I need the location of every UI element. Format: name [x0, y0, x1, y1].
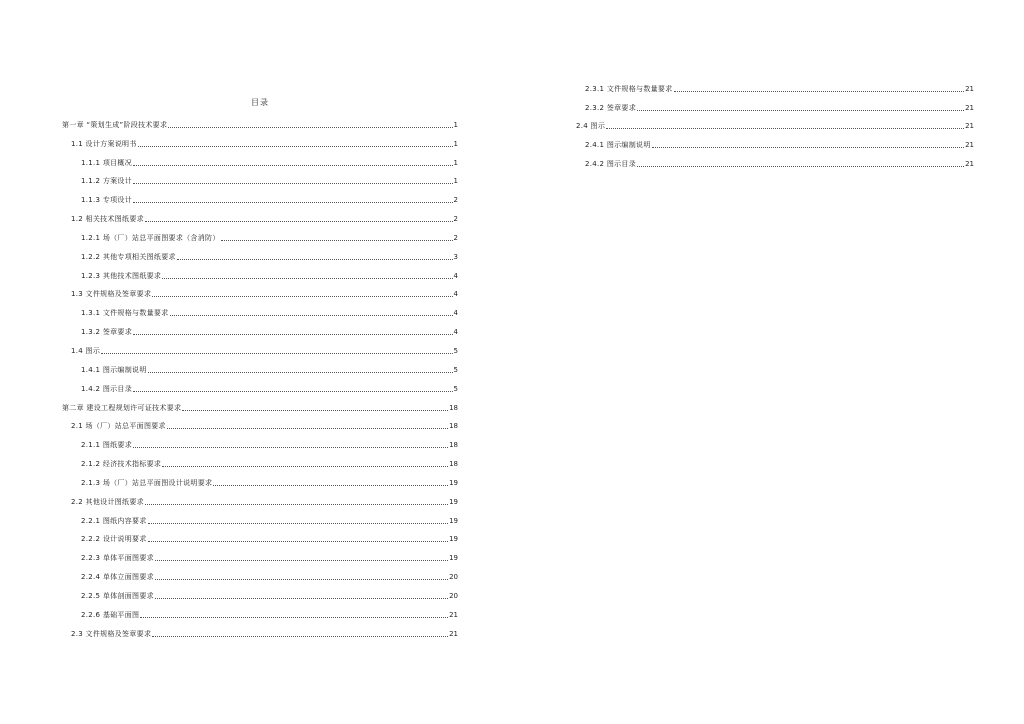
toc-entry[interactable] — [62, 582, 458, 601]
dot-leader — [652, 147, 964, 148]
toc-entry[interactable] — [62, 620, 458, 639]
dot-leader — [162, 278, 452, 279]
toc-entry-page-number: 19 — [449, 478, 458, 487]
toc-entry-page-number: 4 — [453, 271, 458, 280]
toc-entry-page-number: 19 — [449, 554, 458, 563]
toc-entry-title: 1.3.1 文件规格与数量要求 — [81, 309, 169, 318]
dot-leader — [140, 617, 448, 618]
toc-entry-page-number: 1 — [453, 158, 458, 167]
toc-entry-title: 1.1.3 专项设计 — [81, 196, 133, 205]
toc-entry[interactable] — [62, 299, 458, 318]
toc-entry-title: 2.2 其他设计图纸要求 — [71, 497, 144, 506]
toc-entry-title: 2.2.1 图纸内容要求 — [81, 516, 147, 525]
dot-leader — [213, 485, 448, 486]
dot-leader — [606, 128, 964, 129]
toc-entry-page-number: 18 — [449, 422, 458, 431]
toc-entry-page-number: 21 — [449, 629, 458, 638]
toc-entry-title: 1.2.3 其他技术图纸要求 — [81, 271, 162, 280]
toc-entry-page-number: 2 — [453, 215, 458, 224]
toc-entry[interactable] — [62, 243, 458, 262]
toc-entry-page-number: 18 — [449, 441, 458, 450]
toc-entry-page-number: 5 — [453, 384, 458, 393]
dot-leader — [152, 296, 452, 297]
toc-entry-title: 2.3.2 签章要求 — [585, 103, 637, 112]
toc-entry[interactable] — [62, 318, 458, 337]
dot-leader — [637, 166, 964, 167]
toc-entry-title: 1.3 文件规格及签章要求 — [71, 290, 152, 299]
toc-entry-page-number: 1 — [453, 120, 458, 129]
dot-leader — [133, 183, 452, 184]
dot-leader — [133, 334, 452, 335]
toc-entry[interactable] — [62, 544, 458, 563]
toc-entry-title: 1.4.2 图示目录 — [81, 384, 133, 393]
toc-entry-title: 2.4 图示 — [576, 122, 606, 131]
toc-entry-title: 2.1.1 图纸要求 — [81, 441, 133, 450]
toc-entry-title: 2.3.1 文件规格与数量要求 — [585, 84, 673, 93]
toc-entry[interactable] — [62, 488, 458, 507]
toc-entry[interactable] — [576, 113, 974, 132]
dot-leader — [177, 259, 453, 260]
toc-entry-page-number: 3 — [453, 252, 458, 261]
toc-entry[interactable] — [62, 601, 458, 620]
dot-leader — [148, 372, 453, 373]
toc-entry-page-number: 4 — [453, 309, 458, 318]
toc-entry-page-number: 21 — [965, 159, 974, 168]
toc-entry[interactable] — [62, 450, 458, 469]
dot-leader — [133, 202, 452, 203]
toc-entry-page-number: 5 — [453, 346, 458, 355]
toc-entry-page-number: 21 — [965, 103, 974, 112]
dot-leader — [162, 466, 448, 467]
toc-entry[interactable] — [62, 394, 458, 413]
toc-entry[interactable] — [576, 131, 974, 150]
toc-entry-title: 第二章 建设工程规划许可证技术要求 — [62, 403, 182, 412]
dot-leader — [155, 579, 448, 580]
dot-leader — [155, 560, 448, 561]
toc-entry-title: 1.2 相关技术图纸要求 — [71, 215, 144, 224]
toc-entry-page-number: 21 — [449, 610, 458, 619]
toc-entry[interactable] — [62, 526, 458, 545]
toc-entry[interactable] — [62, 413, 458, 432]
toc-entry[interactable] — [62, 186, 458, 205]
toc-entry-title: 2.2.3 单体平面图要求 — [81, 554, 154, 563]
toc-entry-title: 1.1 设计方案说明书 — [71, 139, 137, 148]
toc-entry-page-number: 18 — [449, 460, 458, 469]
toc-entry[interactable] — [62, 205, 458, 224]
dot-leader — [168, 127, 452, 128]
toc-entry-page-number: 5 — [453, 365, 458, 374]
toc-list-right — [576, 75, 974, 169]
dot-leader — [133, 165, 452, 166]
toc-entry-title: 1.2.1 场（厂）站总平面图要求（含消防） — [81, 233, 220, 242]
toc-entry-title: 1.1.1 项目概况 — [81, 158, 133, 167]
dot-leader — [133, 447, 448, 448]
toc-entry[interactable] — [62, 149, 458, 168]
toc-entry-page-number: 2 — [453, 196, 458, 205]
toc-entry[interactable] — [576, 94, 974, 113]
toc-entry-page-number: 21 — [965, 141, 974, 149]
toc-entry-title: 2.4.2 图示目录 — [585, 159, 637, 168]
toc-entry[interactable] — [576, 150, 974, 169]
toc-entry[interactable] — [62, 469, 458, 488]
right-page — [512, 0, 1024, 724]
toc-entry-page-number: 21 — [965, 122, 974, 131]
toc-entry[interactable] — [62, 375, 458, 394]
toc-entry-title: 2.2.6 基础平面图 — [81, 610, 140, 619]
toc-entry[interactable] — [62, 356, 458, 375]
dot-leader — [167, 428, 448, 429]
toc-entry-title: 1.4.1 图示编制说明 — [81, 365, 147, 374]
toc-entry-page-number: 1 — [453, 139, 458, 148]
toc-entry[interactable] — [62, 281, 458, 300]
toc-entry[interactable] — [62, 507, 458, 526]
dot-leader — [145, 504, 448, 505]
dot-leader — [637, 110, 964, 111]
toc-entry-title: 第一章 “策划生成”阶段技术要求 — [62, 120, 168, 129]
dot-leader — [221, 240, 453, 241]
toc-entry-title: 2.1 场（厂）站总平面图要求 — [71, 422, 166, 431]
toc-entry-title: 1.3.2 签章要求 — [81, 328, 133, 337]
toc-entry-title: 2.1.3 场（厂）站总平面图设计说明要求 — [81, 478, 213, 487]
toc-entry-page-number: 20 — [449, 573, 458, 582]
toc-entry-page-number: 21 — [965, 84, 974, 93]
toc-entry-title: 2.2.5 单体剖面图要求 — [81, 591, 154, 600]
toc-entry-page-number: 2 — [453, 233, 458, 242]
dot-leader — [170, 315, 453, 316]
toc-entry-page-number: 19 — [449, 497, 458, 506]
dot-leader — [152, 636, 448, 637]
toc-entry[interactable] — [62, 111, 458, 130]
dot-leader — [155, 598, 448, 599]
toc-entry-page-number: 19 — [449, 516, 458, 525]
toc-entry[interactable] — [576, 75, 974, 94]
toc-entry[interactable] — [62, 262, 458, 281]
dot-leader — [145, 221, 453, 222]
dot-leader — [182, 410, 448, 411]
dot-leader — [133, 391, 452, 392]
toc-title: 目录 — [251, 98, 269, 107]
toc-entry-title: 1.1.2 方案设计 — [81, 177, 133, 186]
toc-entry-page-number: 4 — [453, 328, 458, 337]
toc-entry-page-number: 1 — [453, 177, 458, 186]
dot-leader — [101, 353, 452, 354]
toc-entry-title: 2.3 文件规格及签章要求 — [71, 629, 152, 638]
toc-entry-page-number: 20 — [449, 591, 458, 600]
toc-entry-title: 2.4.1 图示编制说明 — [585, 141, 651, 149]
toc-entry[interactable] — [62, 431, 458, 450]
toc-entry[interactable] — [62, 130, 458, 149]
toc-entry-page-number: 18 — [449, 403, 458, 412]
toc-entry-title: 1.2.2 其他专项相关图纸要求 — [81, 252, 176, 261]
toc-entry[interactable] — [62, 337, 458, 356]
toc-entry[interactable] — [62, 224, 458, 243]
dot-leader — [138, 146, 453, 147]
dot-leader — [148, 523, 448, 524]
toc-entry-page-number: 19 — [449, 535, 458, 544]
dot-leader — [148, 541, 448, 542]
toc-entry-title: 2.2.2 设计说明要求 — [81, 535, 147, 544]
toc-entry-title: 2.2.4 单体立面图要求 — [81, 573, 154, 582]
toc-entry[interactable] — [62, 168, 458, 187]
dot-leader — [674, 91, 965, 92]
toc-entry-title: 1.4 图示 — [71, 346, 101, 355]
toc-entry-title: 2.1.2 经济技术指标要求 — [81, 460, 162, 469]
toc-entry-page-number: 4 — [453, 290, 458, 299]
toc-list-left — [62, 111, 458, 639]
toc-entry[interactable] — [62, 563, 458, 582]
